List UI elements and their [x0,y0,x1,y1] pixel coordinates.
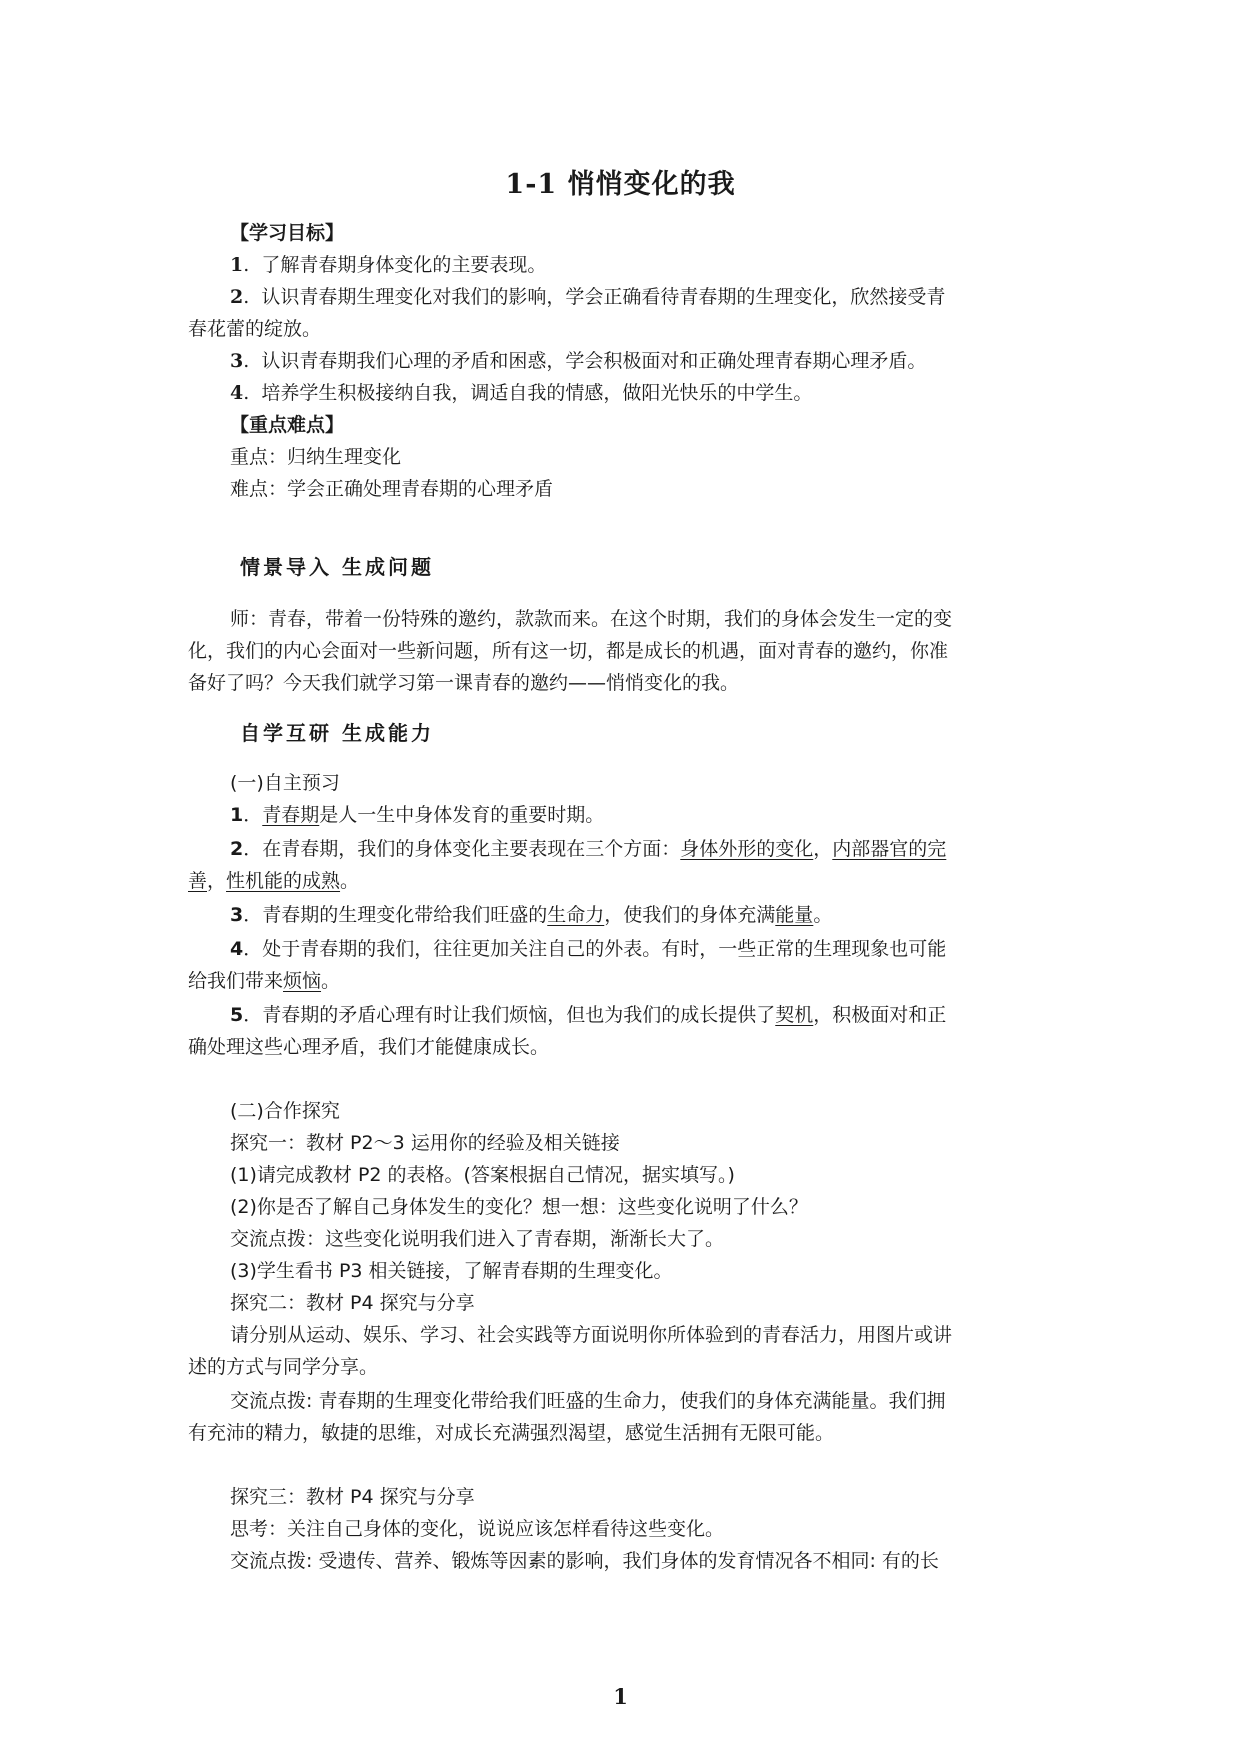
section-heading-selfstudy: 自学互研 生成能力 [240,721,434,745]
answer-blank: 善 [188,870,208,892]
goal-item-2-continued: 春花蕾的绽放。 [188,318,322,340]
intro-line-2: 化，我们的内心会面对一些新问题，所有这一切，都是成长的机遇，面对青春的邀约，你准 [188,640,949,662]
section-heading-intro: 情景导入 生成问题 [240,555,434,579]
explore-2-answer-line-2: 有充沛的精力，敏捷的思维，对成长充满强烈渴望，感觉生活拥有无限可能。 [188,1422,835,1444]
explore-2-question-line-1: 请分别从运动、娱乐、学习、社会实践等方面说明你所体验到的青春活力，用图片或讲 [230,1324,953,1346]
answer-blank: 烦恼 [283,970,322,992]
key-points-heading: 【重点难点】 [230,414,345,436]
intro-line-3: 备好了吗？今天我们就学习第一课青春的邀约——悄悄变化的我。 [188,672,740,694]
key-point: 重点：归纳生理变化 [230,446,402,468]
explore-3-heading: 探究三：教材 P4 探究与分享 [230,1486,475,1508]
goals-heading: 【学习目标】 [230,222,345,244]
intro-line-1: 师：青春，带着一份特殊的邀约，款款而来。在这个时期，我们的身体会发生一定的变 [230,608,953,630]
preview-item-5-continued: 确处理这些心理矛盾，我们才能健康成长。 [188,1036,550,1058]
goal-number: 3 [230,350,244,372]
explore-1-question-2: (2)你是否了解自己身体发生的变化？想一想：这些变化说明了什么？ [230,1196,808,1218]
explore-2-heading: 探究二：教材 P4 探究与分享 [230,1292,475,1314]
preview-item-4: 4．处于青春期的我们，往往更加关注自己的外表。有时，一些正常的生理现象也可能 [230,938,947,960]
goal-text: 认识青春期生理变化对我们的影响，学会正确看待青春期的生理变化，欣然接受青 [261,286,946,308]
page-title: 1-1 悄悄变化的我 [505,169,736,200]
goal-text: 了解青春期身体变化的主要表现。 [261,254,547,276]
explore-3-answer: 交流点拨: 受遗传、营养、锻炼等因素的影响，我们身体的发育情况各不相同: 有的长 [230,1550,939,1572]
answer-blank: 青春期 [262,804,320,826]
goal-item-4: 4. 培养学生积极接纳自我，调适自我的情感，做阳光快乐的中学生。 [230,382,813,404]
explore-1-heading: 探究一：教材 P2～3 运用你的经验及相关链接 [230,1132,620,1154]
explore-1-answer: 交流点拨：这些变化说明我们进入了青春期，渐渐长大了。 [230,1228,725,1250]
answer-blank: 契机 [775,1004,814,1026]
preview-item-4-continued: 给我们带来烦恼。 [188,970,341,992]
answer-blank: 能量 [775,904,814,926]
page-number: 1 [613,1684,628,1709]
difficult-point: 难点：学会正确处理青春期的心理矛盾 [230,478,554,500]
explore-2-answer-line-1: 交流点拨: 青春期的生理变化带给我们旺盛的生命力，使我们的身体充满能量。我们拥 [230,1390,946,1412]
preview-item-2: 2．在青春期，我们的身体变化主要表现在三个方面：身体外形的变化，内部器官的完 [230,838,947,860]
goal-item-2: 2. 认识青春期生理变化对我们的影响，学会正确看待青春期的生理变化，欣然接受青 [230,286,946,308]
goal-text: 培养学生积极接纳自我，调适自我的情感，做阳光快乐的中学生。 [261,382,813,404]
preview-item-2-continued: 善，性机能的成熟。 [188,870,360,892]
explore-2-question-line-2: 述的方式与同学分享。 [188,1356,379,1378]
answer-blank: 内部器官的完 [832,838,947,860]
goal-text: 认识青春期我们心理的矛盾和困惑，学会积极面对和正确处理青春期心理矛盾。 [261,350,927,372]
explore-1-question-1: (1)请完成教材 P2 的表格。(答案根据自己情况，据实填写。) [230,1164,735,1186]
coop-heading: (二)合作探究 [230,1100,340,1122]
answer-blank: 身体外形的变化 [680,838,814,860]
preview-item-1: 1．青春期是人一生中身体发育的重要时期。 [230,804,605,826]
goal-item-1: 1. 了解青春期身体变化的主要表现。 [230,254,547,276]
preview-item-3: 3．青春期的生理变化带给我们旺盛的生命力，使我们的身体充满能量。 [230,904,833,926]
answer-blank: 性机能的成熟 [226,870,341,892]
preview-heading: (一)自主预习 [230,772,340,794]
preview-item-5: 5．青春期的矛盾心理有时让我们烦恼，但也为我们的成长提供了契机，积极面对和正 [230,1004,947,1026]
goal-item-3: 3. 认识青春期我们心理的矛盾和困惑，学会积极面对和正确处理青春期心理矛盾。 [230,350,927,372]
goal-number: 2 [230,286,244,308]
explore-3-question: 思考：关注自己身体的变化，说说应该怎样看待这些变化。 [230,1518,725,1540]
goal-number: 1 [230,254,244,276]
answer-blank: 生命力 [547,904,605,926]
goal-number: 4 [230,382,244,404]
explore-1-question-3: (3)学生看书 P3 相关链接，了解青春期的生理变化。 [230,1260,673,1282]
